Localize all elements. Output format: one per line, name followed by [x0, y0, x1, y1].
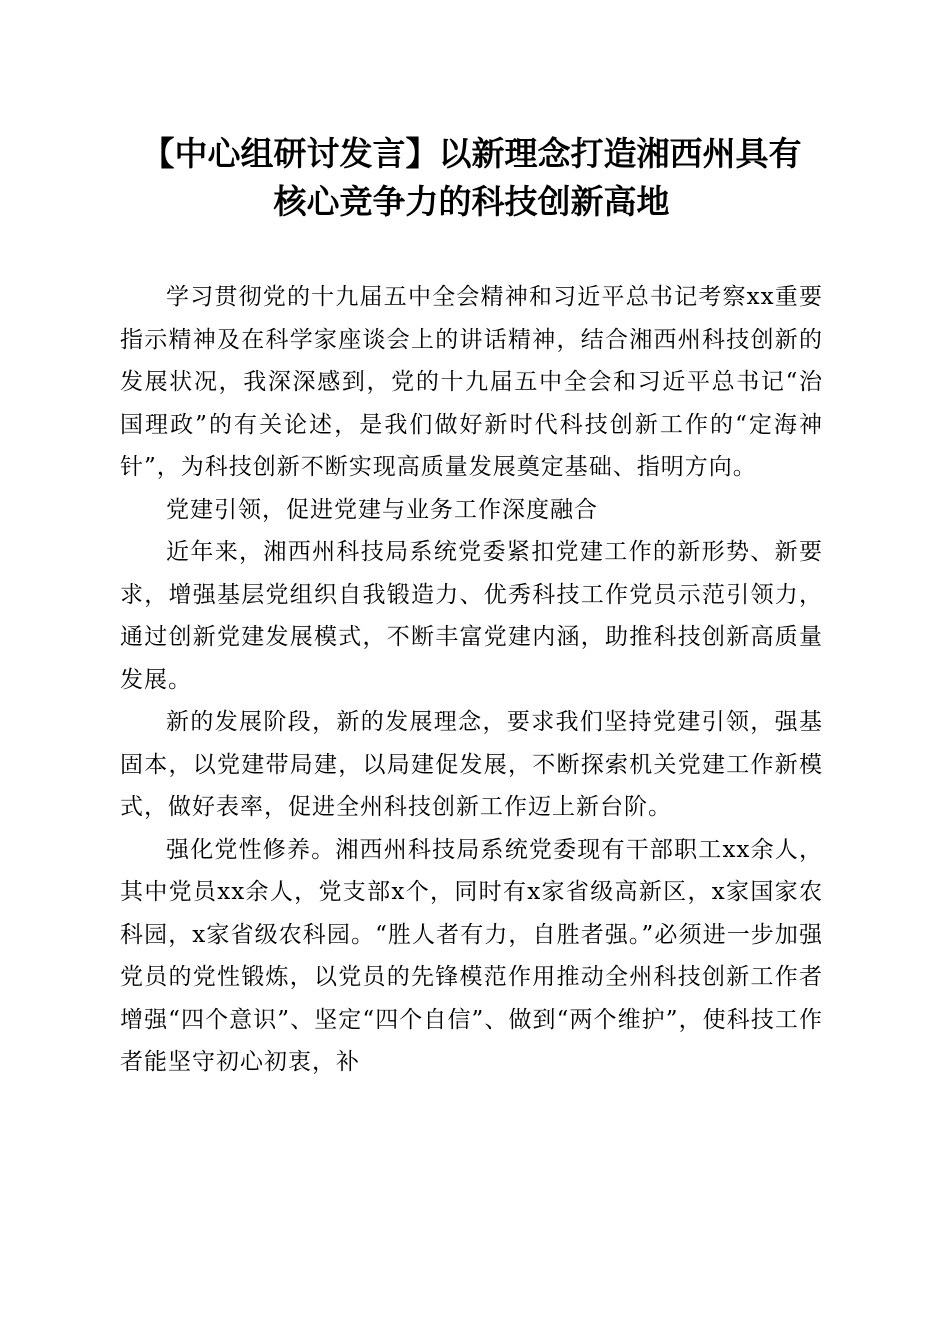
paragraph-intro: 学习贯彻党的十九届五中全会精神和习近平总书记考察xx重要指示精神及在科学家座谈会上的讲话精神，结合湘西州科技创新的发展状况，我深深感到，党的十九届五中全会和习近平总书记“治国理政”的有关论述，是我们做好新时代科技创新工作的“定海神针”，为科技创新不断实现高质量发展奠定基础、指明方向。 [120, 284, 823, 480]
title-line-1: 【中心组研讨发言】以新理念打造湘西州具有 [141, 134, 802, 173]
paragraph-party-spirit: 强化党性修养。湘西州科技局系统党委现有干部职工xx余人，其中党员xx余人，党支部x个，同时有x家省级高新区，x家国家农科园，x家省级农科园。“胜人者有力，自胜者强。”必须进一步加强党员的党性锻炼，以党员的先锋模范作用推动全州科技创新工作者增强“四个意识”、坚定“四个自信”、做到“两个维护”，使科技工作者能坚守初心初衷，补 [120, 836, 823, 1075]
document-page [120, 130, 823, 1084]
paragraph-recent-years: 近年来，湘西州科技局系统党委紧扣党建工作的新形势、新要求，增强基层党组织自我锻造力、优秀科技工作党员示范引领力，通过创新党建发展模式，不断丰富党建内涵，助推科技创新高质量发展。 [120, 539, 823, 693]
paragraph-new-stage: 新的发展阶段，新的发展理念，要求我们坚持党建引领，强基固本，以党建带局建，以局建促发展，不断探索机关党建工作新模式，做好表率，促进全州科技创新工作迈上新台阶。 [120, 709, 823, 820]
section-heading-party-building: 党建引领，促进党建与业务工作深度融合 [166, 496, 598, 523]
document-title [120, 130, 823, 226]
title-line-2: 核心竞争力的科技创新高地 [273, 182, 670, 221]
